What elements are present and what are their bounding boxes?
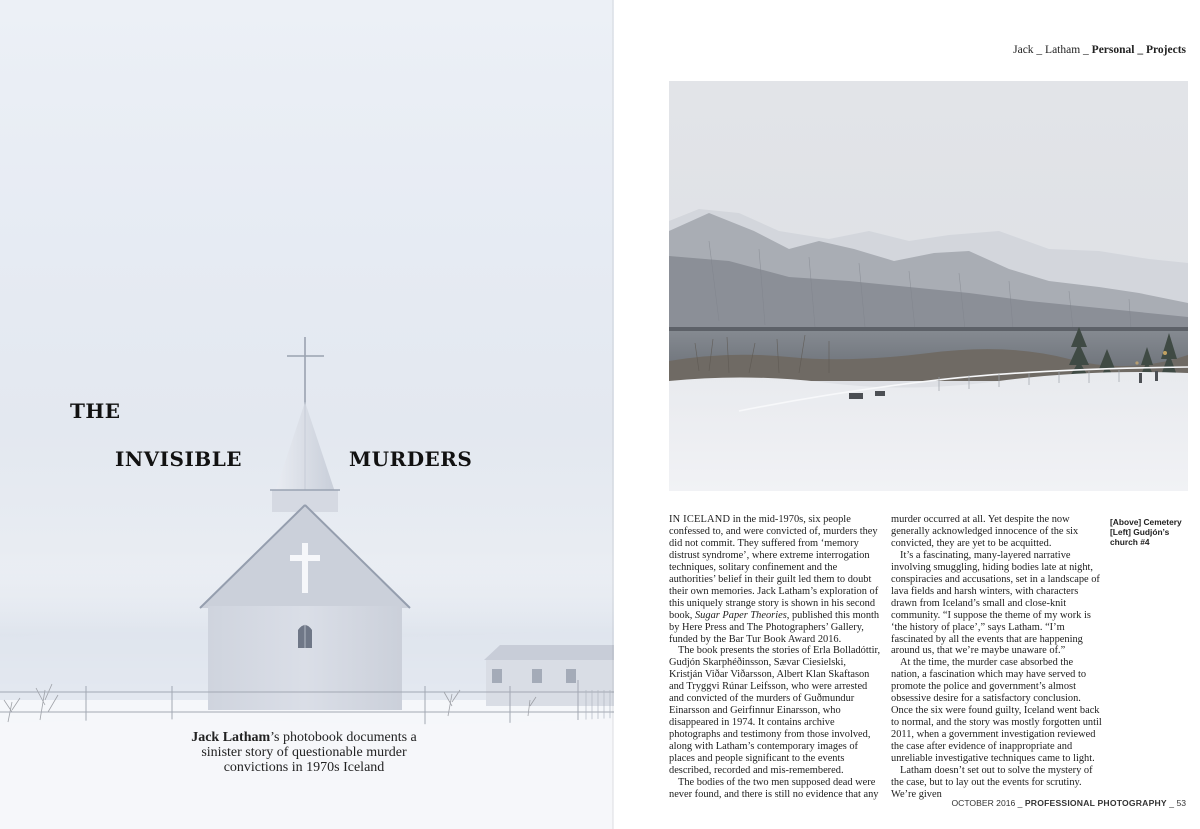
- footer-sep: _: [1015, 798, 1025, 808]
- headline-word-murders: MURDERS: [349, 447, 473, 471]
- standfirst-text: ’s photobook documents a sinister story of questionable murder convictions in 1970s Iceland: [201, 730, 417, 775]
- footer-month: OCTOBER 2016: [951, 798, 1016, 808]
- snow-field: [669, 372, 1188, 491]
- page-number: 53: [1176, 798, 1186, 808]
- footer-sep: _: [1166, 798, 1177, 808]
- body-paragraph: [669, 514, 881, 645]
- body-text: in the mid-1970s, six people confessed to, and were convicted of, murders they did not commit. They suffered from ‘memory distrust syndrome’, where extreme interrogation techniques, solitary confinement and the authorities’ belief in their guilt led them to doubt their own memories. Jack Latham’s exploration of this uniquely strange story is shown in his second book,: [669, 514, 879, 621]
- farmhouse: [484, 645, 614, 706]
- body-paragraph: The book presents the stories of Erla Bolladóttir, Gudjón Skarphéðinsson, Sævar Ciesielski, Kristján Viðar Viðarsson, Albert Klan Skaftason and Tryggvi Rúnar Leifsson, who were arrested and convicted of the murders of Guðmundur Einarsson and Geirfinnur Einarsson, who disappeared in 1974. It contains archive photographs and testimony from those involved, along with Latham’s contemporary images of places and people significant to the events described, recorded and mis-remembered.: [669, 645, 881, 777]
- standfirst: [170, 730, 438, 775]
- body-paragraph: murder occurred at all. Yet despite the now generally acknowledged innocence of the six convicted, they are yet to be acquitted.: [891, 514, 1079, 549]
- footer-magazine: PROFESSIONAL PHOTOGRAPHY: [1024, 798, 1167, 808]
- article-page: [614, 0, 1200, 829]
- standfirst-name: Jack Latham: [191, 730, 271, 745]
- book-title: Sugar Paper Theories: [694, 609, 787, 621]
- body-paragraph: It’s a fascinating, many-layered narrative involving smuggling, hiding bodies late at night, conspiracies and accusations, set in a landscape of lava fields and harsh winters, with characters drawn from Iceland’s small and close-knit community. “I suppose the theme of my work is ‘the history of place’,” says Latham. “I’m fascinated by all the events that are happening around us, that we’re maybe unaware of.”: [891, 549, 1100, 657]
- running-head: [1013, 44, 1186, 56]
- photo-caption: [Above] Cemetery [Left] Gudjón’s church #4: [1110, 517, 1182, 547]
- headline-word-invisible: INVISIBLE: [115, 447, 243, 471]
- body-column-1: [669, 514, 881, 801]
- body-text: , published this month by Here Press and The Photographers’ Gallery, funded by the Bar Tur Book Award 2016.: [669, 609, 880, 645]
- running-head-first: Jack: [1013, 44, 1034, 56]
- running-head-last: Latham: [1045, 44, 1081, 56]
- running-head-section-a: Personal: [1091, 44, 1135, 56]
- body-paragraph: At the time, the murder case absorbed the nation, a fascination which may have served to promote the police and government’s almost obsessive desire for a satisfactory conclusion. Once the six were found guilty, Iceland went back to normal, and the story was mostly forgotten until 2011, when a government investigation reviewed the case after evidence of inappropriate and unreliable investigative techniques came to light.: [891, 657, 1102, 765]
- body-lead-in: IN ICELAND: [669, 514, 731, 525]
- body-column-2: [891, 514, 1103, 801]
- far-shoreline: [669, 327, 1188, 331]
- body-paragraph: Latham doesn’t set out to solve the mystery of the case, but to lay out the events for scrutiny. We’re given: [891, 765, 1093, 800]
- headline-word-the: THE: [70, 399, 121, 423]
- running-head-section-b: Projects: [1145, 44, 1186, 56]
- page-footer: [951, 798, 1186, 808]
- running-head-sep: _: [1080, 44, 1092, 56]
- cemetery-photograph: [669, 81, 1188, 491]
- church-wall: [208, 606, 402, 710]
- lantern-light: [1163, 351, 1167, 355]
- running-head-sep: _: [1134, 44, 1146, 56]
- body-paragraph: The bodies of the two men supposed dead were never found, and there is still no evidence that any: [669, 776, 879, 800]
- spire-cross: [287, 337, 324, 405]
- running-head-sep: _: [1033, 44, 1046, 56]
